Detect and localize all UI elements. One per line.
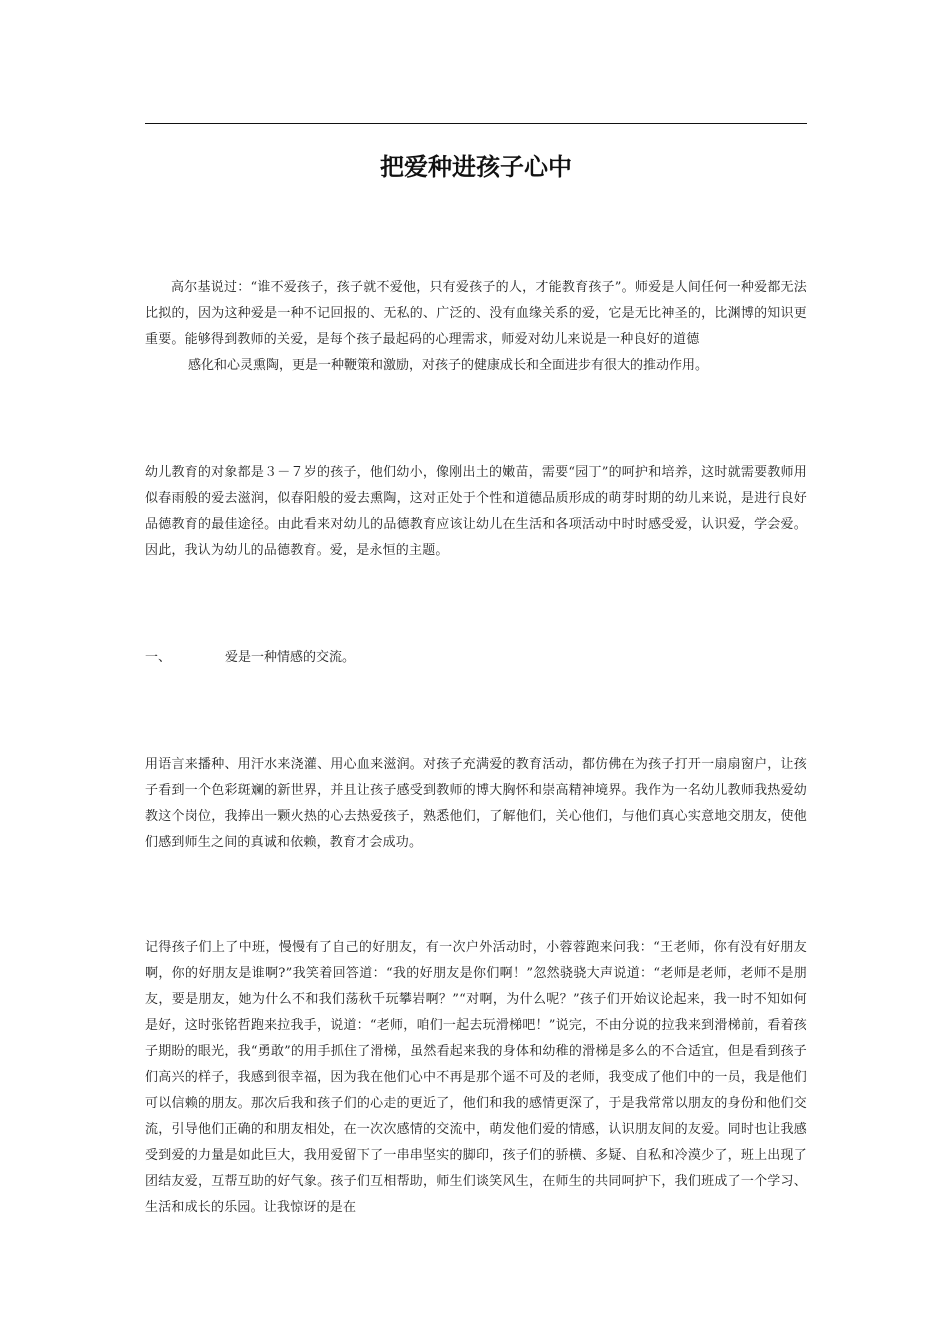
section-heading [145, 645, 355, 671]
section-heading-text: 爱是一种情感的交流。 [225, 650, 356, 665]
document-title: 把爱种进孩子心中 [380, 153, 572, 181]
paragraph-children-education: 幼儿教育的对象都是３－７岁的孩子，他们幼小，像刚出土的嫩苗，需要“园丁”的呵护和培养，这时就需要教师用似春雨般的爱去滋润，似春阳般的爱去熏陶，这对正处于个性和道德品质形成的萌芽时期的幼儿来说，是进行良好品德教育的最佳途径。由此看来对幼儿的品德教育应该让幼儿在生活和各项活动中时时感受爱，认识爱，学会爱。因此，我认为幼儿的品德教育。爱，是永恒的主题。 [145, 465, 807, 558]
section-number: 一、 [145, 650, 172, 665]
paragraph-emotional-exchange: 用语言来播种、用汗水来浇灌、用心血来滋润。对孩子充满爱的教育活动，都仿佛在为孩子打开一扇扇窗户，让孩子看到一个色彩斑斓的新世界，并且让孩子感受到教师的博大胸怀和崇高精神境界。我作为一名幼儿教师我热爱幼教这个岗位，我捧出一颗火热的心去热爱孩子，熟悉他们，了解他们，关心他们，与他们真心实意地交朋友，使他们感到师生之间的真诚和依赖，教育才会成功。 [145, 757, 807, 850]
intro-paragraph: 高尔基说过：“谁不爱孩子，孩子就不爱他，只有爱孩子的人，才能教育孩子”。师爱是人间任何一种爱都无法比拟的，因为这种爱是一种不记回报的、无私的、广泛的、没有血缘关系的爱，它是无比神圣的，比渊博的知识更重要。能够得到教师的关爱，是每个孩子最起码的心理需求，师爱对幼儿来说是一种良好的道德 [145, 280, 807, 347]
paragraph-story: 记得孩子们上了中班，慢慢有了自己的好朋友，有一次户外活动时，小蓉蓉跑来问我：“王老师，你有没有好朋友啊，你的好朋友是谁啊?”我笑着回答道：“我的好朋友是你们啊！”忽然骁骁大声说道：“老师是老师，老师不是朋友，要是朋友，她为什么不和我们荡秋千玩攀岩啊？”“对啊，为什么呢？”孩子们开始议论起来，我一时不知如何是好，这时张铭哲跑来拉我手，说道：“老师，咱们一起去玩滑梯吧！”说完，不由分说的拉我来到滑梯前，看着孩子期盼的眼光，我“勇敢”的用手抓住了滑梯，虽然看起来我的身体和幼稚的滑梯是多么的不合适宜，但是看到孩子们高兴的样子，我感到很幸福，因为我在他们心中不再是那个遥不可及的老师，我变成了他们中的一员，我是他们可以信赖的朋友。那次后我和孩子们的心走的更近了，他们和我的感情更深了，于是我常常以朋友的身份和他们交流，引导他们正确的和朋友相处，在一次次感情的交流中，萌发他们爱的情感，认识朋友间的友爱。同时也让我感受到爱的力量是如此巨大，我用爱留下了一串串坚实的脚印，孩子们的骄横、多疑、自私和冷漠少了，班上出现了团结友爱，互帮互助的好气象。孩子们互相帮助，师生们谈笑风生，在师生的共同呵护下，我们班成了一个学习、生活和成长的乐园。让我惊讶的是在 [145, 940, 807, 1215]
intro-paragraph-last-line: 感化和心灵熏陶，更是一种鞭策和激励，对孩子的健康成长和全面进步有很大的推动作用。 [188, 358, 709, 373]
header-rule [145, 123, 807, 124]
